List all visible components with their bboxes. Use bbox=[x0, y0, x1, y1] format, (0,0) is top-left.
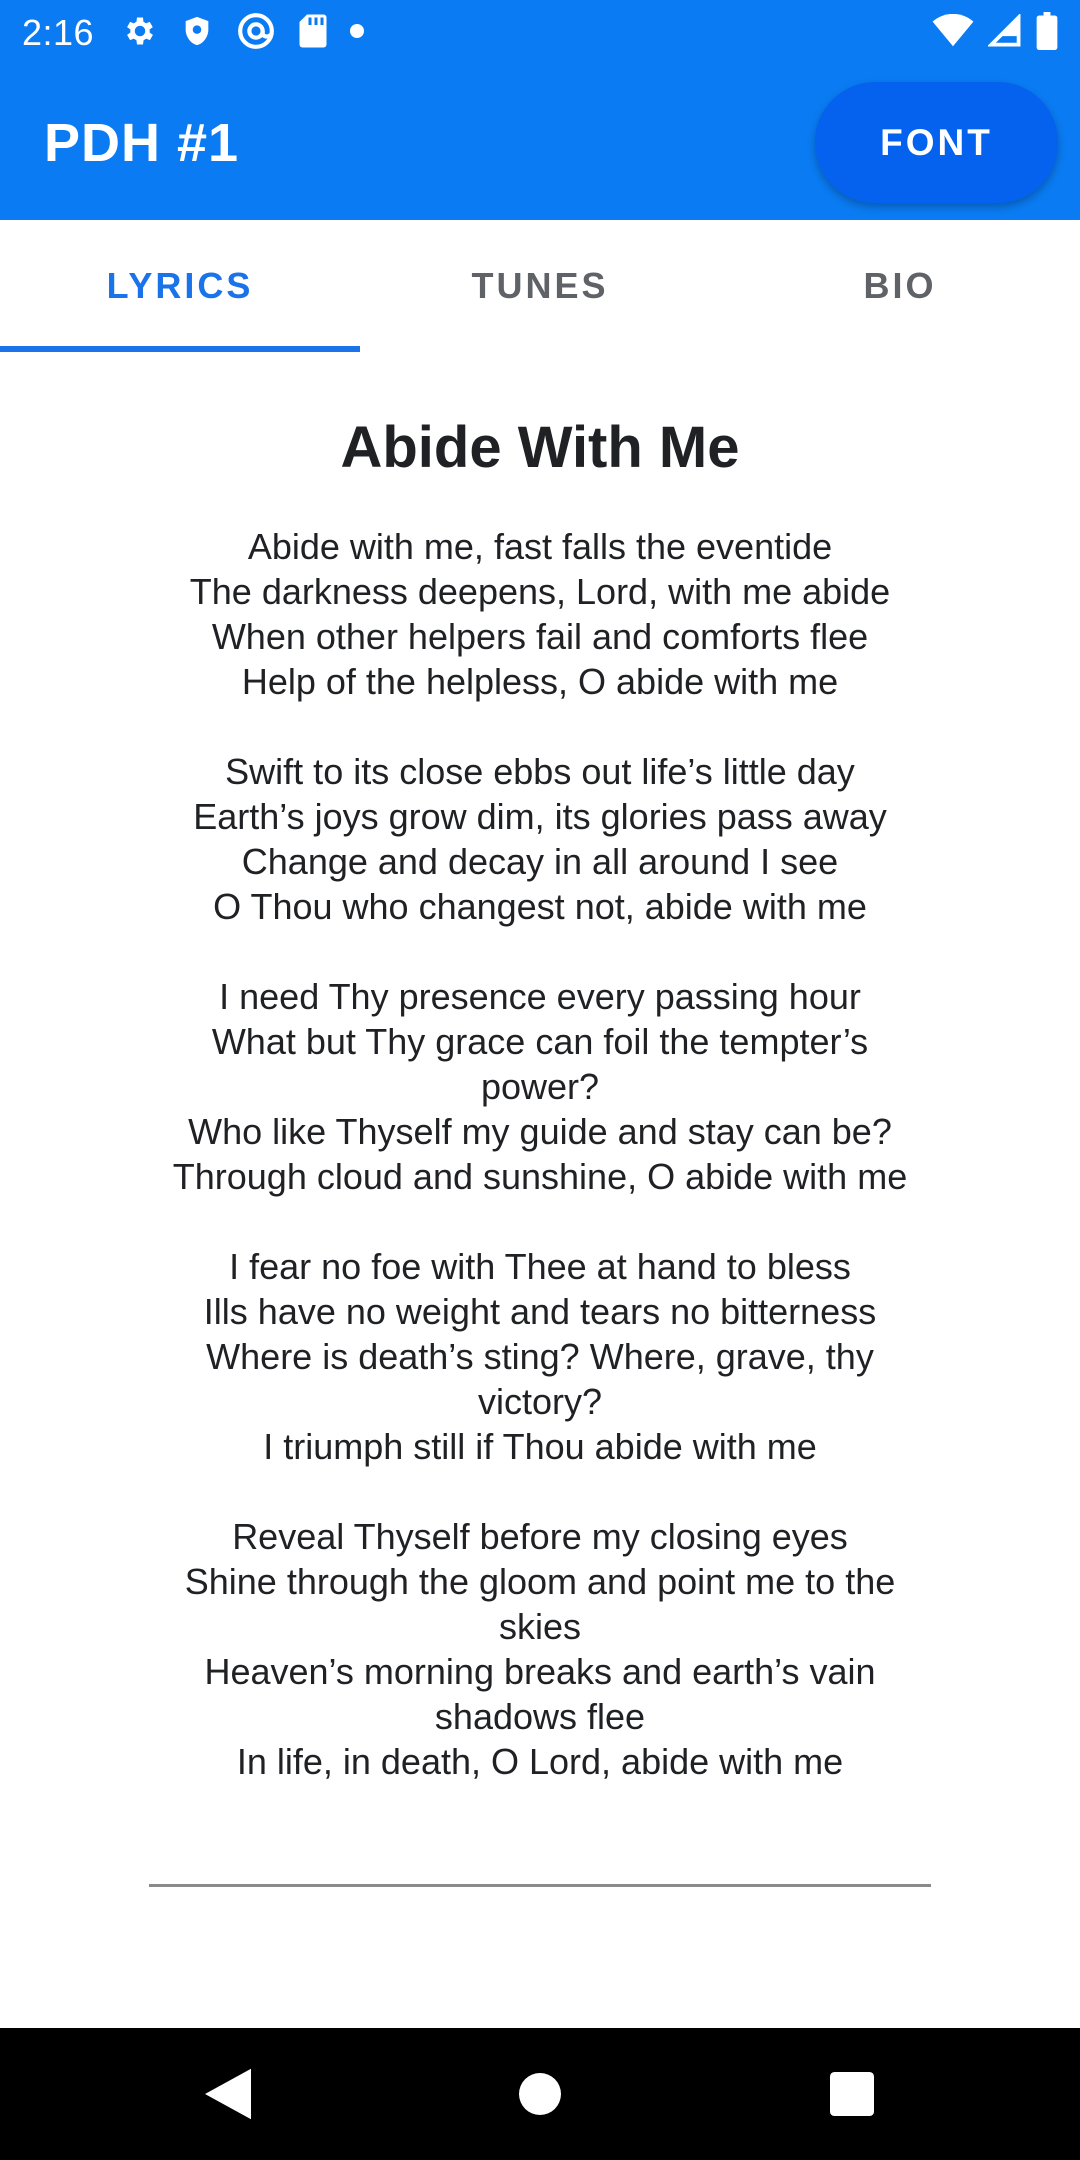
shield-icon bbox=[180, 13, 214, 54]
verse bbox=[150, 1244, 930, 1469]
system-icons bbox=[932, 12, 1058, 55]
recents-icon[interactable] bbox=[824, 2066, 880, 2122]
verse bbox=[150, 974, 930, 1199]
lyric-line: I triumph still if Thou abide with me bbox=[263, 1426, 817, 1467]
notification-icons bbox=[122, 11, 364, 56]
lyric-line: Who like Thyself my guide and stay can be? bbox=[188, 1111, 892, 1152]
lyric-line: Help of the helpless, O abide with me bbox=[241, 661, 839, 702]
lyrics-content[interactable] bbox=[0, 352, 1080, 2028]
lyric-line: Shine through the gloom and point me to the skies bbox=[184, 1561, 896, 1647]
status-time: 2:16 bbox=[22, 12, 95, 53]
wifi-icon bbox=[932, 14, 974, 53]
lyric-line: Swift to its close ebbs out life’s little day bbox=[225, 751, 855, 792]
app-bar bbox=[0, 66, 1080, 220]
home-icon[interactable] bbox=[512, 2066, 568, 2122]
back-icon[interactable] bbox=[200, 2066, 256, 2122]
page-title: PDH #1 bbox=[44, 113, 240, 173]
lyric-line: Ills have no weight and tears no bitterness bbox=[203, 1291, 877, 1332]
lyric-line: Where is death’s sting? Where, grave, thy victory? bbox=[206, 1336, 874, 1422]
lyric-line: Abide with me, fast falls the eventide bbox=[247, 526, 833, 567]
lyric-line: In life, in death, O Lord, abide with me bbox=[236, 1741, 844, 1782]
verse bbox=[150, 1514, 930, 1784]
tab-lyrics[interactable] bbox=[0, 220, 360, 352]
gear-icon bbox=[122, 13, 158, 54]
lyric-line: The darkness deepens, Lord, with me abide bbox=[189, 571, 891, 612]
lyric-line: I fear no foe with Thee at hand to bless bbox=[229, 1246, 851, 1287]
verse bbox=[150, 524, 930, 704]
tab-tunes[interactable] bbox=[360, 220, 720, 352]
sd-card-icon bbox=[298, 13, 328, 54]
lyric-line: Heaven’s morning breaks and earth’s vain shadows flee bbox=[204, 1651, 876, 1737]
status-bar bbox=[0, 0, 1080, 66]
lyric-line: When other helpers fail and comforts flee bbox=[211, 616, 869, 657]
dot-icon bbox=[350, 24, 364, 43]
divider bbox=[149, 1884, 931, 1887]
signal-icon bbox=[988, 14, 1022, 53]
verse bbox=[150, 749, 930, 929]
font-button[interactable]: FONT bbox=[815, 82, 1058, 203]
lyric-line: Reveal Thyself before my closing eyes bbox=[232, 1516, 848, 1557]
lyric-line: I need Thy presence every passing hour bbox=[219, 976, 861, 1017]
hymn-title: Abide With Me bbox=[340, 415, 740, 480]
lyrics-text bbox=[150, 524, 930, 1829]
tab-label: LYRICS bbox=[106, 265, 254, 306]
lyric-line: Earth’s joys grow dim, its glories pass away bbox=[193, 796, 887, 837]
tab-bio[interactable] bbox=[720, 220, 1080, 352]
tab-label: BIO bbox=[863, 265, 937, 306]
lyric-line: O Thou who changest not, abide with me bbox=[213, 886, 867, 927]
tab-bar bbox=[0, 220, 1080, 352]
at-sign-icon bbox=[236, 11, 276, 56]
battery-icon bbox=[1036, 12, 1058, 55]
lyric-line: Through cloud and sunshine, O abide with me bbox=[172, 1156, 908, 1197]
lyric-line: Change and decay in all around I see bbox=[241, 841, 839, 882]
navigation-bar bbox=[0, 2028, 1080, 2160]
tab-label: TUNES bbox=[471, 265, 609, 306]
lyric-line: What but Thy grace can foil the tempter’s power? bbox=[211, 1021, 869, 1107]
